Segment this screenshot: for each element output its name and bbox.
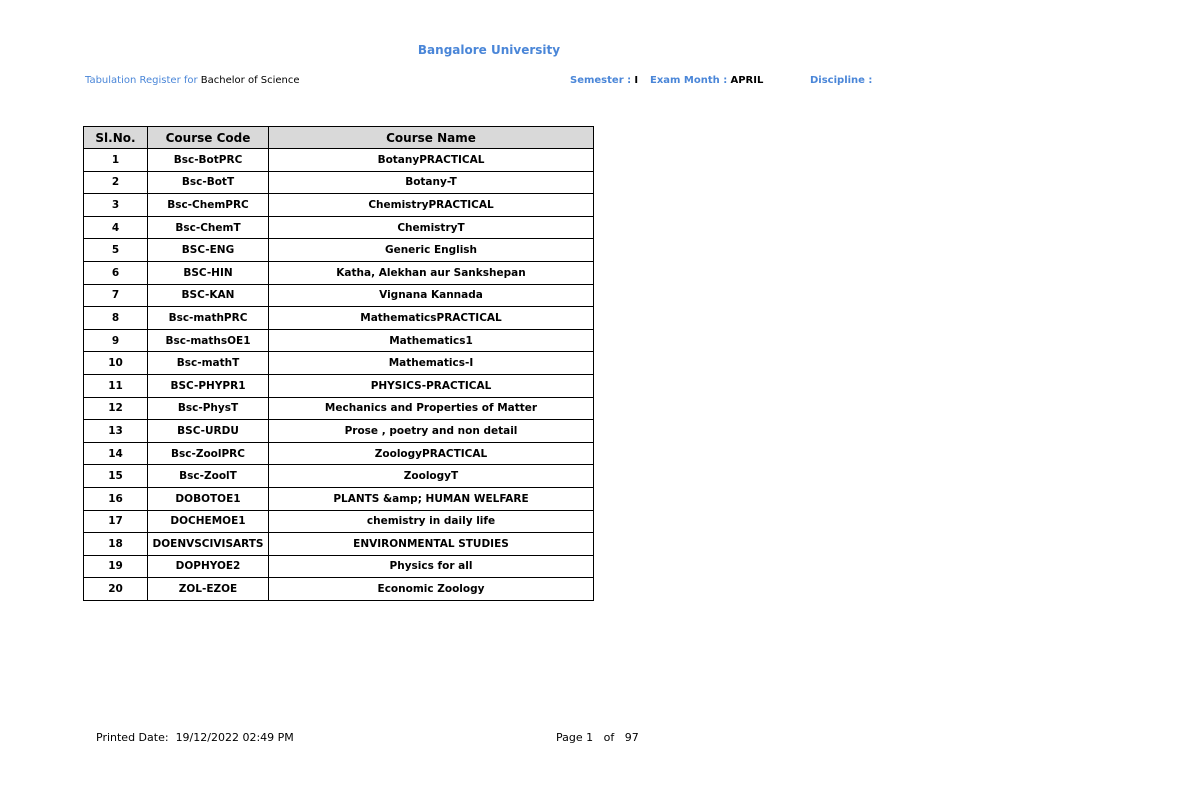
cell-slno: 15 xyxy=(84,465,148,488)
cell-slno: 18 xyxy=(84,533,148,556)
cell-course-name: BotanyPRACTICAL xyxy=(269,149,594,172)
table-row xyxy=(84,284,594,307)
cell-course-code: DOENVSCIVISARTS xyxy=(148,533,269,556)
cell-slno: 19 xyxy=(84,555,148,578)
cell-slno: 17 xyxy=(84,510,148,533)
course-table xyxy=(83,126,594,601)
cell-course-code: BSC-URDU xyxy=(148,420,269,443)
cell-slno: 12 xyxy=(84,397,148,420)
cell-slno: 11 xyxy=(84,374,148,397)
table-row xyxy=(84,420,594,443)
cell-course-name: chemistry in daily life xyxy=(269,510,594,533)
cell-slno: 1 xyxy=(84,149,148,172)
cell-slno: 2 xyxy=(84,171,148,194)
page-total: 97 xyxy=(624,731,639,744)
cell-course-name: Prose , poetry and non detail xyxy=(269,420,594,443)
cell-course-code: BSC-HIN xyxy=(148,261,269,284)
cell-course-code: Bsc-mathT xyxy=(148,352,269,375)
semester-info xyxy=(570,75,638,86)
cell-course-code: Bsc-PhysT xyxy=(148,397,269,420)
cell-slno: 6 xyxy=(84,261,148,284)
cell-course-name: ENVIRONMENTAL STUDIES xyxy=(269,533,594,556)
cell-course-code: Bsc-ChemT xyxy=(148,216,269,239)
table-row xyxy=(84,374,594,397)
cell-course-code: DOPHYOE2 xyxy=(148,555,269,578)
cell-slno: 8 xyxy=(84,307,148,330)
register-label: Tabulation Register for xyxy=(85,75,198,86)
register-heading xyxy=(85,75,300,86)
cell-course-code: Bsc-BotPRC xyxy=(148,149,269,172)
table-row xyxy=(84,329,594,352)
cell-course-name: Economic Zoology xyxy=(269,578,594,601)
exam-month-info xyxy=(650,75,763,86)
column-header-course-code: Course Code xyxy=(148,127,269,149)
cell-slno: 10 xyxy=(84,352,148,375)
printed-date-value: 19/12/2022 02:49 PM xyxy=(175,731,294,744)
table-row xyxy=(84,307,594,330)
page-indicator xyxy=(556,731,639,744)
cell-slno: 14 xyxy=(84,442,148,465)
exam-month-value: APRIL xyxy=(730,75,764,86)
table-row xyxy=(84,194,594,217)
page-of-label: of xyxy=(603,731,615,744)
cell-course-name: ChemistryPRACTICAL xyxy=(269,194,594,217)
cell-course-code: Bsc-BotT xyxy=(148,171,269,194)
printed-date-label: Printed Date: xyxy=(96,731,169,744)
cell-course-code: Bsc-mathsOE1 xyxy=(148,329,269,352)
table-row xyxy=(84,555,594,578)
cell-slno: 9 xyxy=(84,329,148,352)
discipline-label: Discipline : xyxy=(810,75,873,86)
table-row xyxy=(84,578,594,601)
cell-course-name: MathematicsPRACTICAL xyxy=(269,307,594,330)
cell-course-code: BSC-KAN xyxy=(148,284,269,307)
cell-course-name: ChemistryT xyxy=(269,216,594,239)
semester-label: Semester : xyxy=(570,75,632,86)
program-name: Bachelor of Science xyxy=(200,75,300,86)
cell-course-name: Mechanics and Properties of Matter xyxy=(269,397,594,420)
table-row xyxy=(84,149,594,172)
table-row xyxy=(84,442,594,465)
university-title: Bangalore University xyxy=(417,43,561,57)
cell-slno: 16 xyxy=(84,487,148,510)
table-row xyxy=(84,510,594,533)
page-current: 1 xyxy=(586,731,594,744)
cell-slno: 5 xyxy=(84,239,148,262)
cell-course-code: Bsc-ZoolT xyxy=(148,465,269,488)
cell-course-name: ZoologyPRACTICAL xyxy=(269,442,594,465)
cell-course-code: DOBOTOE1 xyxy=(148,487,269,510)
cell-course-code: BSC-PHYPR1 xyxy=(148,374,269,397)
cell-course-name: Katha, Alekhan aur Sankshepan xyxy=(269,261,594,284)
table-row xyxy=(84,216,594,239)
table-row xyxy=(84,239,594,262)
cell-course-code: ZOL-EZOE xyxy=(148,578,269,601)
column-header-course-name: Course Name xyxy=(269,127,594,149)
cell-course-code: DOCHEMOE1 xyxy=(148,510,269,533)
table-row xyxy=(84,261,594,284)
cell-course-name: PHYSICS-PRACTICAL xyxy=(269,374,594,397)
cell-course-code: Bsc-mathPRC xyxy=(148,307,269,330)
cell-course-code: Bsc-ZoolPRC xyxy=(148,442,269,465)
table-row xyxy=(84,352,594,375)
cell-slno: 7 xyxy=(84,284,148,307)
table-row xyxy=(84,397,594,420)
cell-slno: 13 xyxy=(84,420,148,443)
cell-course-name: Botany-T xyxy=(269,171,594,194)
column-header-slno: Sl.No. xyxy=(84,127,148,149)
table-row xyxy=(84,533,594,556)
semester-value: I xyxy=(634,75,639,86)
cell-slno: 20 xyxy=(84,578,148,601)
table-row xyxy=(84,171,594,194)
table-row xyxy=(84,487,594,510)
cell-course-name: Mathematics-I xyxy=(269,352,594,375)
printed-date xyxy=(96,731,294,744)
exam-month-label: Exam Month : xyxy=(650,75,728,86)
cell-slno: 3 xyxy=(84,194,148,217)
cell-course-name: PLANTS &amp; HUMAN WELFARE xyxy=(269,487,594,510)
table-row xyxy=(84,465,594,488)
cell-course-name: Physics for all xyxy=(269,555,594,578)
cell-course-code: Bsc-ChemPRC xyxy=(148,194,269,217)
cell-course-name: Mathematics1 xyxy=(269,329,594,352)
cell-course-name: ZoologyT xyxy=(269,465,594,488)
cell-slno: 4 xyxy=(84,216,148,239)
cell-course-code: BSC-ENG xyxy=(148,239,269,262)
cell-course-name: Vignana Kannada xyxy=(269,284,594,307)
cell-course-name: Generic English xyxy=(269,239,594,262)
page-label: Page xyxy=(556,731,583,744)
table-header-row xyxy=(84,127,594,149)
